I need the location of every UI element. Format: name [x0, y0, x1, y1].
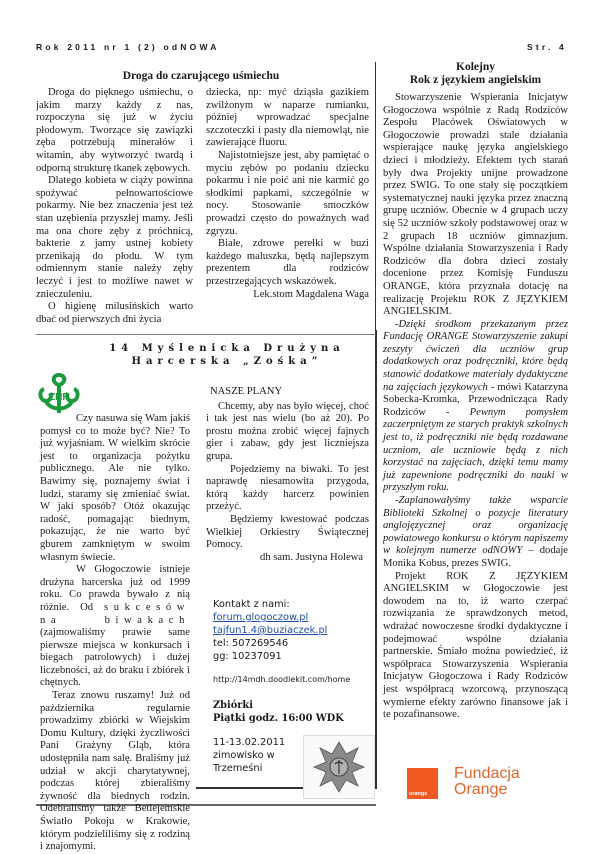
- column-divider: [375, 62, 376, 330]
- scouts-column-1: [40, 413, 190, 854]
- paragraph: Pojedziemy na biwaki. To jest naprawdę niesamowita przygoda, którą każdy harcerz powinien przeżyć.: [206, 463, 369, 513]
- quote-attribution: - mówi Katarzyna Sobecka-Kromka, Przewodnicząca Rady Rodziców -: [383, 381, 568, 418]
- article-smile-column-1: [36, 87, 193, 326]
- scout-cross-medal-image: [303, 735, 375, 799]
- scouts-title: [96, 342, 358, 368]
- quote-attribution: – dodaje Monika Kobus, prezes SWIG.: [383, 545, 568, 569]
- paragraph: dziecka, np: myć dziąsła gazikiem zwilżonym w naparze rumianku, później wprowadzać specjalne szczoteczki i pasty dla niemowląt, nie zawierające fluoru.: [206, 87, 369, 149]
- paragraph: Najistotniejsze jest, aby pamiętać o myciu zębów po podaniu dziecku pokarmu i nie poić ani nie karmić go słodkimi papkami, szczególnie w nocy. Stosowanie smoczków prowadzi często do poważnych wad zgryzu.: [206, 149, 369, 237]
- fundacja-orange-wordmark: [454, 766, 520, 798]
- page-header: [36, 42, 567, 52]
- paragraph: Białe, zdrowe perełki w buzi każdego maluszka, będą najlepszym prezentem dla rodziców przestrzegających wskazówek.: [206, 238, 369, 287]
- camp-date: 11-13.02.2011: [213, 737, 286, 748]
- wordmark-line-1: Fundacja: [454, 765, 520, 782]
- paragraph: Droga do pięknego uśmiechu, o jakim marzy każdy z nas, rozpoczyna się już w życiu płodowym. Tworzące się zawiązki zęba potrzebują minerałów i witamin, aby wytworzyć twardą i odporną strukturę tkanek zębowych.: [36, 87, 193, 174]
- article-author: dh sam. Justyna Holewa: [260, 551, 363, 563]
- gg-number: gg: 10237091: [213, 651, 282, 662]
- text: W Głogoczowie istnieje drużyna harcerska już od 1999 roku. Co prawda bywało z nią różnie. Od: [40, 564, 190, 613]
- camp-place: Trzemeśni: [213, 763, 263, 774]
- paragraph: [40, 564, 190, 690]
- title-line-2: Rok z językiem angielskim: [409, 74, 542, 86]
- quote-italic: -Dzięki środkom przekazanym przez Fundację ORANGE Stowarzyszenie zakupi zeszyty ćwiczeń dla uczniów grup dodatkowych oraz podręczniki, które będą stanowić dodatkowe materiały dydaktyczne na zajęciach językowych: [383, 318, 568, 393]
- paragraph: Teraz znowu ruszamy! Już od października regularnie prowadzimy zbiórki w Wiejskim Domu Kultury, dzięki życzliwości Pani Grażyny Gląb, która udostępniła nam salę. Braliśmy już udział w akcji charytatywnej, podczas której zbieraliśmy żywność dla biednych rodzin. Odebraliśmy także Betlejemskie Światło Pokoju w Krakowie, którym podzieliliśmy się z rodziną i znajomymi.: [40, 690, 190, 853]
- camp-text: zimowisko w: [213, 750, 275, 761]
- section-divider: [36, 334, 376, 335]
- section-heading-plans: NASZE PLANY: [210, 386, 283, 397]
- paragraph: Czy nasuwa się Wam jakiś pomysł co to może być? Nie? To już wyjaśniam. W wielkim skrócie jest to organizacja pożytku publicznego. Ale nie tylko. Bawimy się, poznajemy świat i ludzi, staramy się zmieniać świat. W jaki sposób? Otóż okazując radość, pomagając biednym, pokazując, że nie warto być gburem zamkniętym w swoim własnym świecie.: [40, 413, 190, 563]
- zhp-lily-icon: [36, 371, 82, 417]
- phone-number: tel: 507269546: [213, 638, 289, 649]
- paragraph: [383, 495, 568, 571]
- meetings-block: [213, 699, 344, 725]
- contact-block: [213, 598, 373, 663]
- title-line-2: Harcerska „Zośka”: [131, 356, 323, 367]
- orange-logo-icon: [407, 768, 438, 799]
- paragraph: Projekt ROK Z JĘZYKIEM ANGIELSKIM w Głogoczowie jest dowodem na to, iż warto czerpać rozwiązania ze sprawdzonych metod, wdrażać nowoczesne środki dydaktyczne i podejmować wspólne działania partnerskie. Śmiało można powiedzieć, iż współpraca Stowarzyszenia Wspierania Inicjatyw Głogoczowa i Rady Rodziców jest współpracą wzorcową, przynoszącą wymierne efekty zarówno finansowe jak i te pozafinansowe.: [383, 570, 568, 721]
- forum-link[interactable]: forum.glogoczow.pl: [213, 612, 309, 623]
- contact-label: Kontakt z nami:: [213, 599, 290, 610]
- paragraph: [383, 319, 568, 495]
- article-english-body: [383, 92, 568, 722]
- website-url[interactable]: http://14mdh.doodlekit.com/home: [213, 675, 351, 684]
- article-smile-column-2: [206, 87, 369, 301]
- meetings-title: Zbiórki: [213, 700, 253, 711]
- meetings-time: Piątki godz. 16:00 WDK: [213, 713, 344, 724]
- title-line-1: Kolejny: [456, 61, 495, 73]
- article-english: [383, 61, 568, 722]
- scout-cross-icon: [304, 736, 374, 798]
- winter-camp-block: [213, 736, 285, 775]
- article-author: Lek.stom Magdalena Waga: [253, 288, 369, 300]
- paragraph: Dlatego kobieta w ciąży powinna spożywać pełnowartościowe pokarmy. Nie bez znaczenia jest też stan uzębienia przyszłej mamy. Jeśli ma ona chore zęby z próchnicą, bakterie z jamy ustnej kobiety przenikają do płodu. W tym odmiennym stanie należy zęby leczyć i jest to możliwe nawet w znieczuleniu.: [36, 175, 193, 300]
- issue-label: Rok 2011 nr 1 (2) odNOWA: [36, 42, 220, 52]
- scouts-column-2: [206, 384, 369, 564]
- spaced-text: sukcesów na biwakach: [40, 601, 190, 626]
- article-title-smile: Droga do czarującego uśmiechu: [122, 70, 280, 82]
- title-line-1: 14 Myślenicka Drużyna: [109, 343, 345, 354]
- page-number: Str. 4: [527, 42, 567, 52]
- article-title-english: [383, 61, 568, 87]
- quote-italic: Pewnym pomysłem zaczerpniętym ze starych praktyk szkolnych jest to, iż podręczniki nie będą rozdawane uczniom, ale uczniowie będą z nich korzystać na zajęciach, dzięki temu mamy już zapewnione podręczniki do nauki w przyszłym roku.: [383, 406, 568, 494]
- svg-text:ZHP: ZHP: [49, 392, 69, 403]
- orange-logo-text: orange: [409, 791, 428, 797]
- paragraph: O higienę milusińskich warto dbać od pierwszych dni życia: [36, 301, 193, 325]
- quote-italic: -Zaplanowałyśmy także wsparcie Biblioteki Szkolnej o pozycje literatury anglojęzycznej oraz organizację powiatowego konkursu o którym napiszemy w kolejnym numerze odNOWY: [383, 495, 568, 557]
- email-link[interactable]: tajfun1.4@buziaczek.pl: [213, 625, 328, 636]
- text: (zajmowaliśmy prawie same pierwsze miejsca w konkursach i biegach patrolowych) i dużej liczebności, aż do braku i zbiórek i chętnych.: [40, 627, 190, 689]
- paragraph: Będziemy kwestować podczas Wielkiej Orkiestry Świątecznej Pomocy.: [206, 513, 369, 551]
- box-right-border: [375, 330, 377, 787]
- wordmark-line-2: Orange: [454, 781, 508, 798]
- paragraph: Stowarzyszenie Wspierania Inicjatyw Głogoczowa wspólnie z Radą Rodziców Zespołu Placówek Oświatowych w Głogoczowie prowadzi stale działania wspierające naukę języka angielskiego dzieci i młodzieży. Efektem tych starań były dwa Projekty unijne prowadzone przez SWIG. To one stały się początkiem systematycznej nauki języka przez znaczną grupę uczniów. Obecnie w 4 grupach uczy się 52 uczniów szkoły podstawowej oraz w 2 grupach 18 uczniów gimnazjum. Wspólne działania Stowarzyszenia i Rady Rodziców dla dobra dzieci zostały docenione przez Komisję Funduszu ORANGE, która przyznała dotację na realizację Projektu ROK Z JĘZYKIEM ANGIELSKIM.: [383, 92, 568, 318]
- paragraph: Chcemy, aby nas było więcej, choć i tak jest nas wielu (bo aż 20). Po prostu można zrobić więcej fajnych gier i zabaw, gdy jest liczniejsza grupa.: [206, 400, 369, 462]
